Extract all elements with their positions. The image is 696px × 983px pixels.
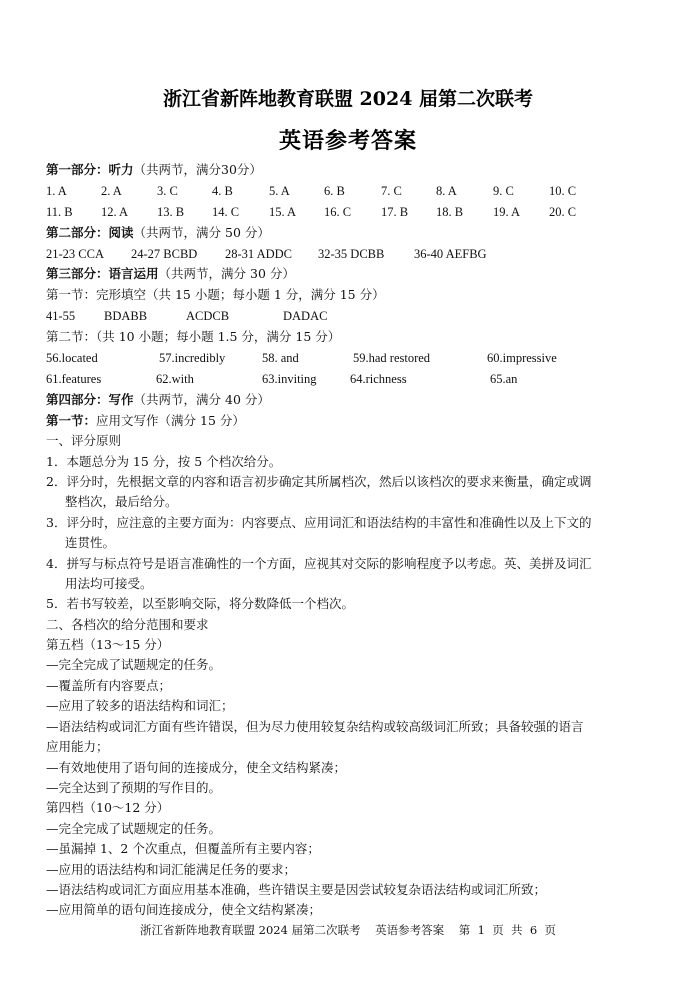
answer-cell: 32-35 DCBB (318, 247, 385, 261)
part4-note: （共两节，满分 40 分） (133, 392, 270, 407)
answer-cell: 62.with (156, 372, 194, 386)
answer-cell: 2. A (101, 184, 122, 198)
exam-title: 浙江省新阵地教育联盟 2024 届第二次联考 (162, 88, 534, 110)
principle-item: 3．评分时，应注意的主要方面为：内容要点、应用词汇和语法结构的丰富性和准确性以及上下文的 (46, 515, 592, 530)
answer-cell: ACDCB (186, 309, 230, 323)
grade4-criterion: —语法结构或词汇方面应用基本准确，些许错误主要是因尝试较复杂语法结构或词汇所致； (46, 882, 547, 897)
part3-label: 第三部分：语言运用 (46, 266, 159, 281)
part3-heading (46, 266, 295, 282)
grade4-criterion: —虽漏掉 1、2 个次重点，但覆盖所有主要内容； (46, 841, 320, 856)
answer-cell: 14. C (212, 205, 240, 219)
principle-item-cont: 连贯性。 (65, 535, 116, 550)
principle-item-cont: 整档次，最后给分。 (65, 494, 178, 509)
answer-cell: 56.located (46, 351, 98, 365)
answer-cell: 59.had restored (353, 351, 431, 365)
part2-label: 第二部分：阅读 (46, 225, 134, 240)
answer-cell: 3. C (157, 184, 178, 198)
grade5-criterion: —覆盖所有内容要点； (46, 678, 172, 693)
part1-label: 第一部分：听力 (46, 162, 134, 177)
part2-heading (46, 225, 270, 241)
answer-cell: 57.incredibly (159, 351, 226, 365)
ranges-title: 二、各档次的给分范围和要求 (46, 617, 209, 632)
writing-section1-title (46, 413, 245, 429)
answer-cell: 4. B (212, 184, 233, 198)
principles-title: 一、评分原则 (46, 433, 122, 448)
answer-cell: DADAC (283, 309, 328, 323)
answer-cell: 21-23 CCA (46, 247, 104, 261)
answer-cell: 19. A (493, 205, 521, 219)
answer-cell: 28-31 ADDC (225, 247, 293, 261)
part3-note: （共两节，满分 30 分） (158, 266, 295, 281)
answer-cell: 65.an (490, 372, 518, 386)
grade5-criterion-cont: 应用能力； (46, 739, 109, 754)
grade5-criterion: —有效地使用了语句间的连接成分，使全文结构紧凑； (46, 760, 347, 775)
grade5-criterion: —完全达到了预期的写作目的。 (46, 780, 222, 795)
answer-cell: 63.inviting (262, 372, 317, 386)
answer-cell: BDABB (104, 309, 148, 323)
part1-heading (46, 162, 262, 178)
grade5-title: 第五档（13～15 分） (46, 637, 170, 652)
writing-section1-text: 应用文写作（满分 15 分） (96, 413, 245, 428)
grade4-criterion: —完全完成了试题规定的任务。 (46, 821, 222, 836)
principle-item: 2．评分时，先根据文章的内容和语言初步确定其所属档次，然后以该档次的要求来衡量，确定或调 (46, 474, 592, 489)
answer-cell: 12. A (101, 205, 129, 219)
answer-cell: 18. B (436, 205, 464, 219)
answer-cell: 7. C (381, 184, 402, 198)
grade4-title: 第四档（10～12 分） (46, 800, 170, 815)
writing-section1-label: 第一节： (46, 413, 97, 428)
cloze-section-title: 第一节：完形填空（共 15 小题；每小题 1 分，满分 15 分） (46, 287, 385, 302)
principle-item: 5．若书写较差，以至影响交际，将分数降低一个档次。 (46, 596, 354, 611)
answer-cell: 64.richness (350, 372, 407, 386)
grammar-fill-section-title: 第二节：（共 10 小题；每小题 1.5 分，满分 15 分） (46, 329, 341, 344)
answer-cell: 36-40 AEFBG (414, 247, 487, 261)
answer-cell: 16. C (324, 205, 352, 219)
answer-cell: 13. B (157, 205, 185, 219)
answer-cell: 8. A (436, 184, 457, 198)
answer-cell: 17. B (381, 205, 409, 219)
part2-note: （共两节，满分 50 分） (133, 225, 270, 240)
answer-cell: 60.impressive (487, 351, 557, 365)
answer-cell: 11. B (46, 205, 73, 219)
grade5-criterion: —语法结构或词汇方面有些许错误，但为尽力使用较复杂结构或较高级词汇所致；具备较强的语言 (46, 719, 584, 734)
answer-cell: 10. C (549, 184, 577, 198)
principle-item: 1．本题总分为 15 分，按 5 个档次给分。 (46, 454, 282, 469)
principle-item-cont: 用法均可接受。 (65, 576, 153, 591)
answer-cell: 6. B (324, 184, 345, 198)
part4-label: 第四部分：写作 (46, 392, 134, 407)
part1-note: （共两节，满分30分） (133, 162, 262, 177)
answer-cell: 1. A (46, 184, 67, 198)
answer-cell: 15. A (269, 205, 297, 219)
principle-item: 4．拼写与标点符号是语言准确性的一个方面，应视其对交际的影响程度予以考虑。英、美拼及词汇 (46, 556, 592, 571)
answer-cell: 9. C (493, 184, 514, 198)
answer-cell: 24-27 BCBD (131, 247, 198, 261)
page-footer: 浙江省新阵地教育联盟 2024 届第二次联考 英语参考答案 第 1 页 共 6 页 (139, 923, 556, 937)
answer-cell: 41-55 (46, 309, 76, 323)
answer-cell: 20. C (549, 205, 577, 219)
answer-cell: 58. and (262, 351, 299, 365)
document-subtitle: 英语参考答案 (278, 128, 417, 154)
grade5-criterion: —应用了较多的语法结构和词汇； (46, 698, 234, 713)
grade4-criterion: —应用简单的语句间连接成分，使全文结构紧凑； (46, 902, 322, 917)
grade4-criterion: —应用的语法结构和词汇能满足任务的要求； (46, 862, 297, 877)
answer-cell: 61.features (46, 372, 102, 386)
part4-heading (46, 392, 270, 408)
answer-cell: 5. A (269, 184, 290, 198)
grade5-criterion: —完全完成了试题规定的任务。 (46, 657, 222, 672)
